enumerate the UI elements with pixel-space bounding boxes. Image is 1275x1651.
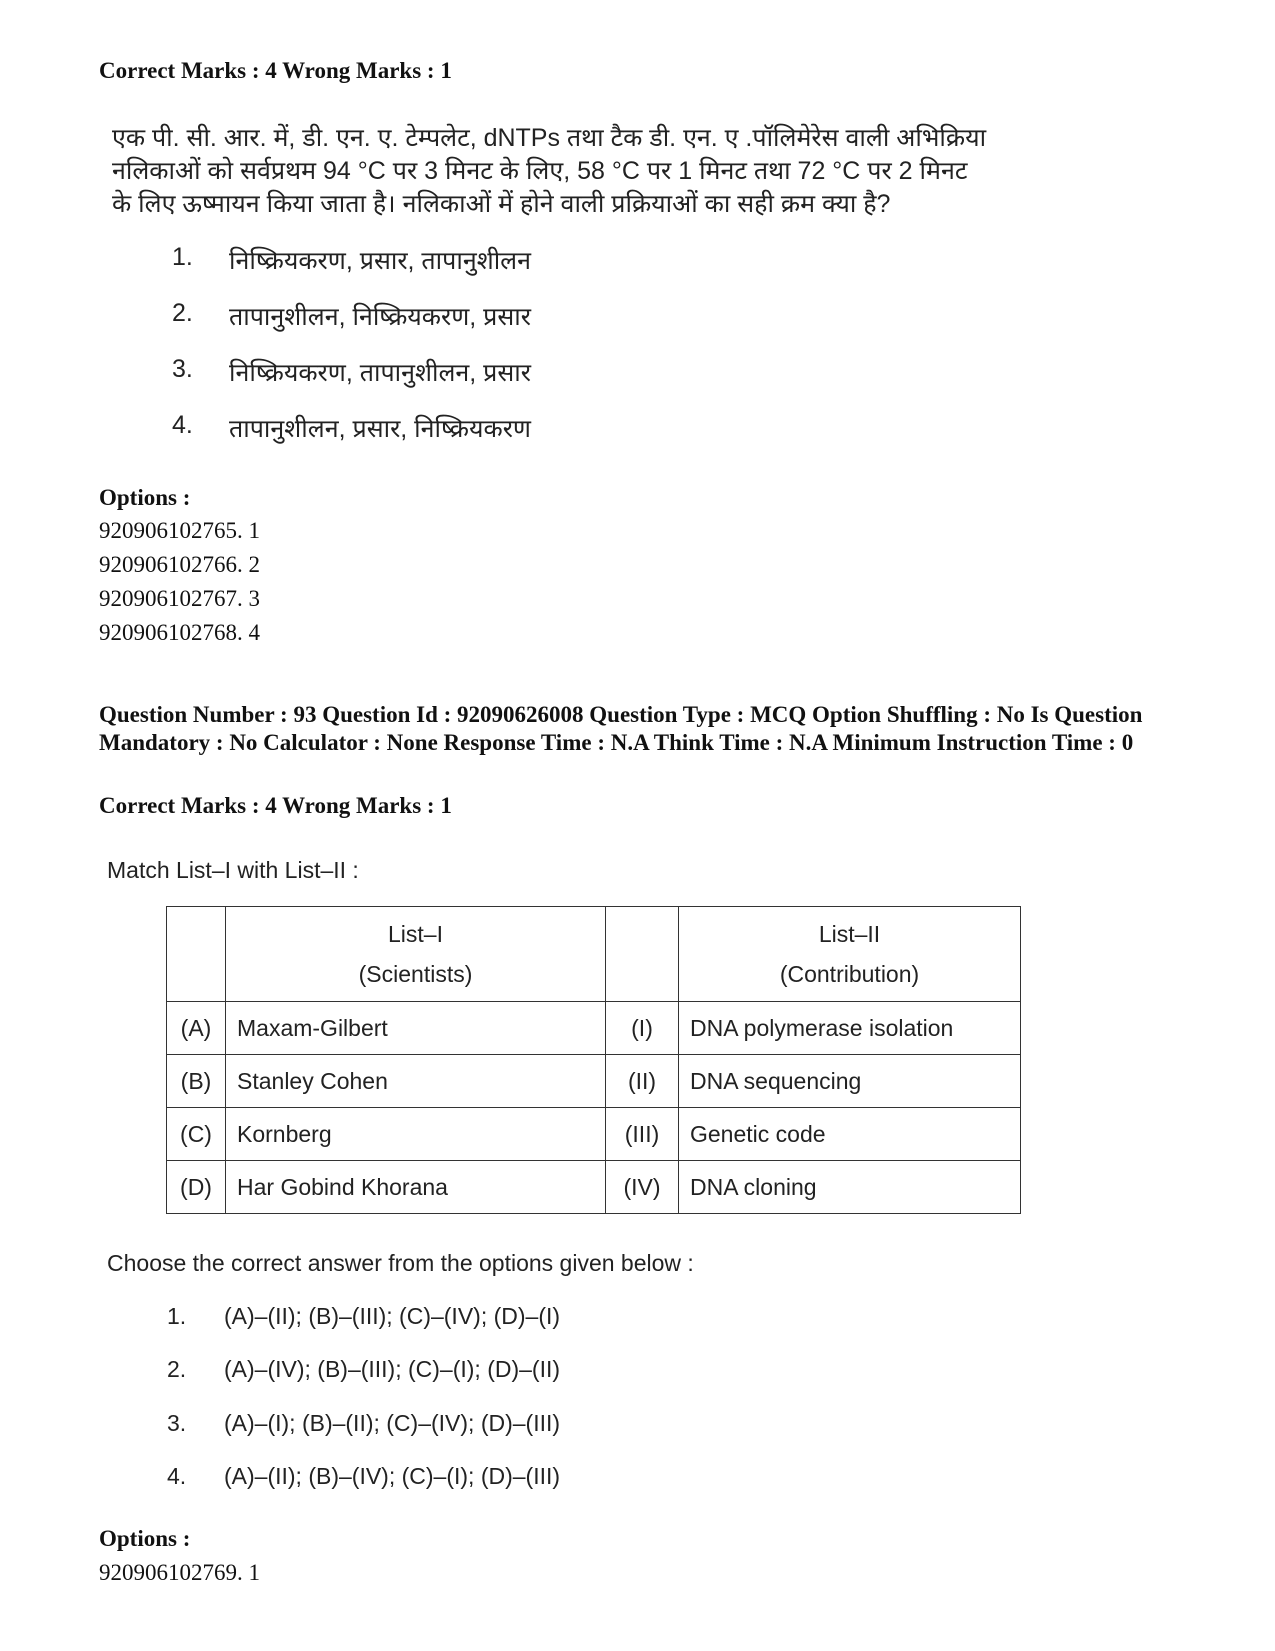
- q92-question-text: [112, 122, 1012, 221]
- list2-label: (II): [606, 1055, 679, 1108]
- scientist-cell: Har Gobind Khorana: [226, 1161, 606, 1214]
- table-row: [167, 1108, 1021, 1161]
- list1-subtitle: (Scientists): [358, 961, 473, 987]
- q93-match-heading: Match List–I with List–II :: [107, 857, 359, 883]
- list1-label: (A): [167, 1002, 226, 1055]
- list2-header: [679, 907, 1021, 1002]
- q93-meta: Question Number : 93 Question Id : 92090626008 Question Type : MCQ Option Shuffling : No Is Question Mandatory : No Calculator : None Response Time : N.A Think Time : N.A Minimum Instruction Time : 0: [99, 702, 1143, 755]
- choice-number: 3.: [172, 355, 193, 383]
- scientist-cell: Kornberg: [226, 1108, 606, 1161]
- contribution-cell: DNA polymerase isolation: [679, 1002, 1021, 1055]
- choice-text: (A)–(IV); (B)–(III); (C)–(I); (D)–(II): [224, 1356, 561, 1382]
- choice-number: 4.: [172, 411, 193, 439]
- list2-subtitle: (Contribution): [779, 961, 920, 987]
- contribution-cell: DNA sequencing: [679, 1055, 1021, 1108]
- list1-label: (C): [167, 1108, 226, 1161]
- choice-number: 4.: [167, 1463, 187, 1489]
- table-row: [167, 1055, 1021, 1108]
- choice-text: तापानुशीलन, निष्क्रियकरण, प्रसार: [229, 303, 532, 331]
- contribution-cell: DNA cloning: [679, 1161, 1021, 1214]
- q92-option-id: 920906102768. 4: [99, 620, 260, 645]
- q93-options-label: Options :: [99, 1526, 191, 1551]
- table-row: [167, 1002, 1021, 1055]
- choice-number: 2.: [167, 1356, 187, 1382]
- choice-text: (A)–(II); (B)–(III); (C)–(IV); (D)–(I): [224, 1303, 561, 1329]
- scientist-cell: Maxam-Gilbert: [226, 1002, 606, 1055]
- header-blank-cell: [167, 907, 226, 1002]
- contribution-cell: Genetic code: [679, 1108, 1021, 1161]
- choice-text: (A)–(I); (B)–(II); (C)–(IV); (D)–(III): [224, 1410, 561, 1436]
- list2-label: (III): [606, 1108, 679, 1161]
- q93-marks: Correct Marks : 4 Wrong Marks : 1: [99, 793, 452, 818]
- choice-number: 1.: [172, 243, 193, 271]
- scientist-cell: Stanley Cohen: [226, 1055, 606, 1108]
- list1-label: (D): [167, 1161, 226, 1214]
- q92-option-id: 920906102765. 1: [99, 518, 260, 543]
- q92-option-id: 920906102767. 3: [99, 586, 260, 611]
- match-table: [166, 906, 1021, 1214]
- list2-title: List–II: [818, 921, 881, 947]
- list1-header: [226, 907, 606, 1002]
- list2-label: (IV): [606, 1161, 679, 1214]
- q92-option-id: 920906102766. 2: [99, 552, 260, 577]
- choice-text: (A)–(II); (B)–(IV); (C)–(I); (D)–(III): [224, 1463, 561, 1489]
- table-row: [167, 1161, 1021, 1214]
- choice-text: निष्क्रियकरण, प्रसार, तापानुशीलन: [229, 247, 532, 275]
- choice-text: निष्क्रियकरण, तापानुशीलन, प्रसार: [229, 359, 532, 387]
- header-blank-cell: [606, 907, 679, 1002]
- list1-label: (B): [167, 1055, 226, 1108]
- q93-choose-instruction: Choose the correct answer from the options given below :: [107, 1250, 694, 1276]
- q92-question-line: एक पी. सी. आर. में, डी. एन. ए. टेम्पलेट, dNTPs तथा टैक डी. एन. ए .पॉलिमेरेस वाली अभिक्रिया: [112, 124, 987, 152]
- q92-marks: Correct Marks : 4 Wrong Marks : 1: [99, 58, 452, 83]
- choice-text: तापानुशीलन, प्रसार, निष्क्रियकरण: [229, 415, 532, 443]
- choice-number: 2.: [172, 299, 193, 327]
- choice-number: 1.: [167, 1303, 187, 1329]
- q92-question-line: नलिकाओं को सर्वप्रथम 94 °C पर 3 मिनट के लिए, 58 °C पर 1 मिनट तथा 72 °C पर 2 मिनट: [112, 157, 968, 185]
- list1-title: List–I: [388, 921, 443, 947]
- match-table-header: [167, 907, 1021, 1002]
- choice-number: 3.: [167, 1410, 187, 1436]
- q93-option-id: 920906102769. 1: [99, 1560, 260, 1585]
- q92-question-line: के लिए ऊष्मायन किया जाता है। नलिकाओं में होने वाली प्रक्रियाओं का सही क्रम क्या है?: [112, 190, 891, 218]
- list2-label: (I): [606, 1002, 679, 1055]
- q92-options-label: Options :: [99, 485, 191, 510]
